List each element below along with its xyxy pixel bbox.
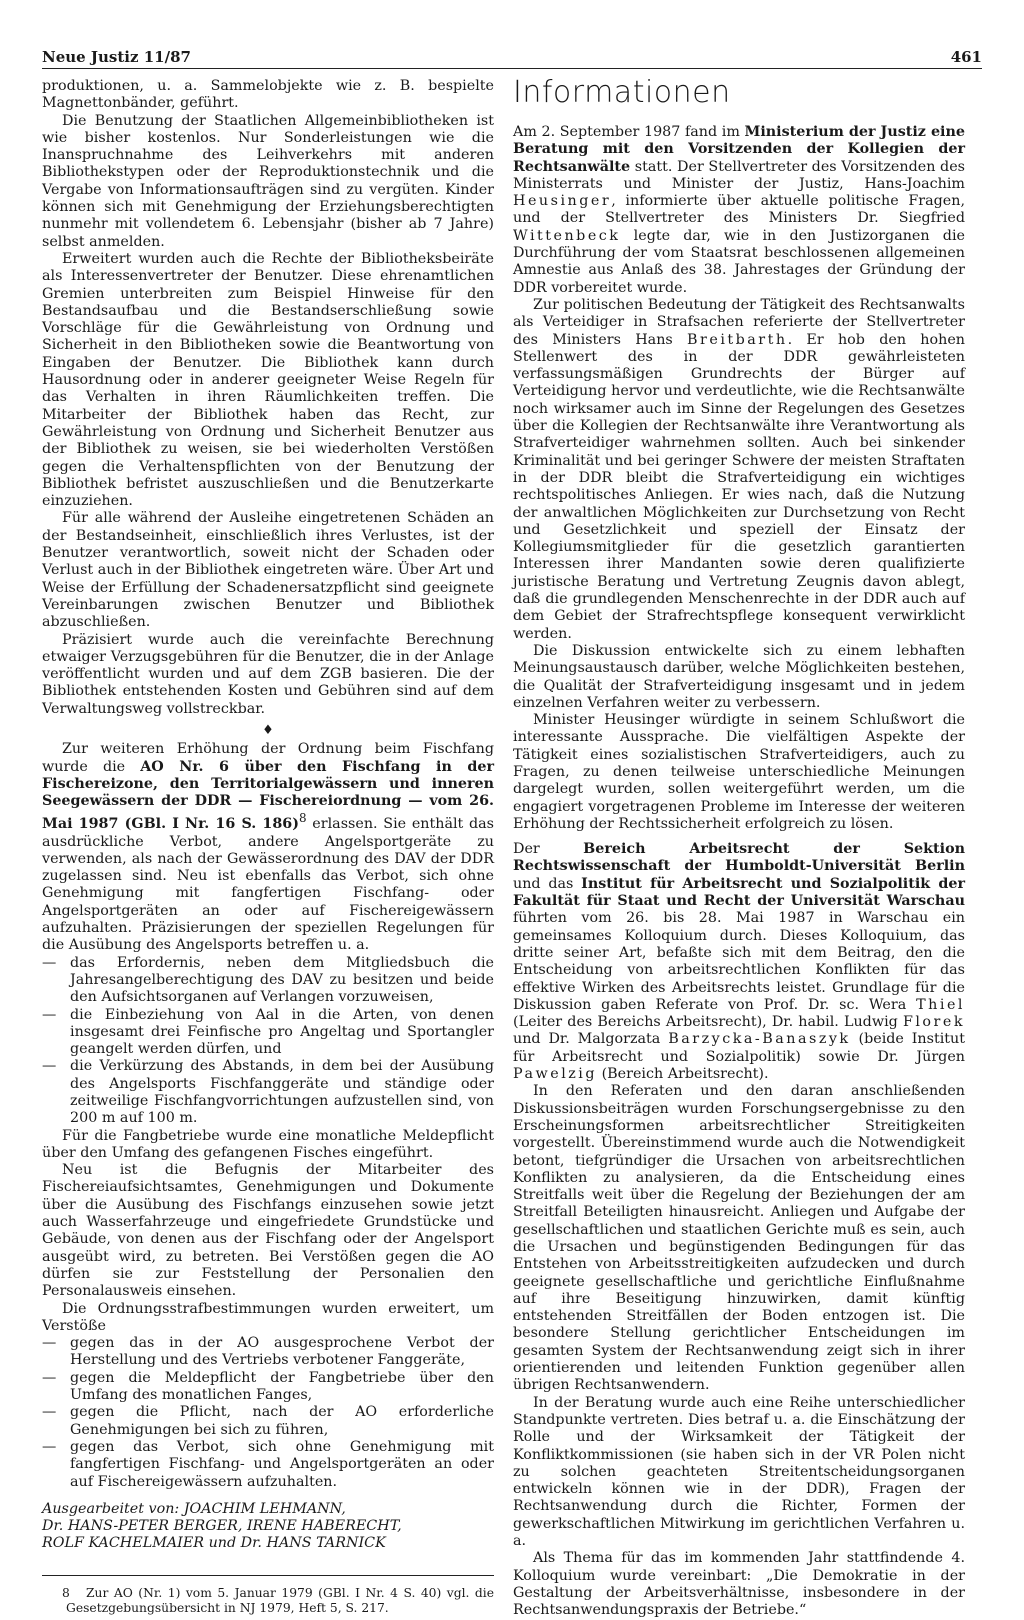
regulation-title: AO Nr. 6 über den Fischfang in der Fischereizone, den Territorialgewässern und inneren Seegewässern der DDR — Fischereiordnung — vom 26. Mai 1987 (GBl. I Nr. 16 S. 186): [42, 758, 494, 833]
text-run: Zur politischen Bedeutung der Tätigkeit des Rechtsanwalts als Verteidiger in Strafsachen referierte der Stellvertreter des Ministers Hans: [513, 296, 965, 348]
footnote-ref: 8: [299, 811, 307, 826]
person-name: Wittenbeck: [513, 227, 621, 244]
regulation-list: [42, 955, 494, 1128]
bold-run: Bereich Arbeitsrecht der Sektion Rechtswissenschaft der Humboldt-Universität Berlin: [513, 841, 965, 875]
paragraph: Als Thema für das im kommenden Jahr stattfindende 4. Kolloquium wurde vereinbart: „Die Demokratie in der Gestaltung der Arbeitsverhältnisse, insbesondere in der Rechtsanwendungspraxis der Betriebe.“: [513, 1550, 965, 1619]
text-run: (Leiter des Bereichs Arbeitsrecht), Dr. habil. Ludwig: [513, 1014, 903, 1031]
text-run: . Er hob den hohen Stellenwert des in der DDR gewährleisteten verfassungsmäßigen Grundrechts der Bürger auf Verteidigung hervor und verdeutlichte, wie die Rechtsanwälte noch wirksamer auch im Sinne der Regelungen des Gesetzes über die Kollegien der Rechtsanwälte ihre Verantwortung als Strafverteidiger wahrnehmen sollten. Auch bei sinkender Kriminalität und bei geringer Schwere der meisten Straftaten in der DDR bleibt die Strafverteidigung ein wichtiges rechtspolitisches Anliegen. Er wies nach, daß die Nutzung der anwaltlichen Möglichkeiten zur Durchsetzung von Recht und Gesetzlichkeit und speziell der Einsatz der Kollegiumsmitglieder für die gesetzlich garantierten Interessen ihrer Mandanten sowie deren qualifizierte juristische Beratung und Vertretung Zeugnis davon ablegt, daß die grundlegenden Menschenrechte in der DDR auch auf dem Gebiet der Strafrechtspflege konsequent verwirklicht werden.: [513, 331, 965, 642]
paragraph: Für die Fangbetriebe wurde eine monatliche Meldepflicht über den Umfang des gefangenen Fisches eingeführt.: [42, 1127, 494, 1161]
author-line: ROLF KACHELMAIER und Dr. HANS TARNICK: [42, 1535, 386, 1552]
list-item: — die Einbeziehung von Aal in die Arten, von denen insgesamt drei Feinfische pro Angeltag und Sportangler geangelt werden dürfen, und: [42, 1007, 494, 1059]
list-item: — gegen die Meldepflicht der Fangbetriebe über den Umfang des monatlichen Fanges,: [42, 1370, 494, 1405]
list-item: — gegen die Pflicht, nach der AO erforderliche Genehmigungen bei sich zu führen,: [42, 1404, 494, 1439]
authors: [42, 1501, 494, 1553]
text-run: Am 2. September 1987 fand im: [513, 124, 745, 140]
author-line: Dr. HANS-PETER BERGER, IRENE HABERECHT,: [42, 1518, 402, 1535]
paragraph: In der Beratung wurde auch eine Reihe unterschiedlicher Standpunkte vertreten. Dies betraf u. a. die Einschätzung der Rolle und der Wirksamkeit der Tätigkeit der Konfliktkommissionen (sie haben sich in der VR Polen nicht zu solchen geachteten Streitentscheidungsorganen entwickeln können wie in der DDR), Fragen der Rechtsanwendung durch die Richter, Formen der gewerkschaftlichen Mitwirkung im gerichtlichen Verfahren u. a.: [513, 1394, 965, 1550]
text-run: statt. Der Stellvertreter des Vorsitzenden des Ministerrats und Minister der Justiz, Hans-Joachim: [513, 158, 965, 192]
right-column: [513, 76, 965, 1620]
footnote: [42, 1586, 494, 1616]
text-run: (Bereich Arbeitsrecht).: [597, 1066, 769, 1083]
person-name: Breitbarth: [687, 331, 788, 348]
paragraph: [513, 297, 965, 643]
text-run: und das: [513, 875, 582, 892]
section-separator: ♦: [262, 722, 274, 738]
footnote-text: Zur AO (Nr. 1) vom 5. Januar 1979 (GBl. I Nr. 4 S. 40) vgl. die Gesetzgebungsübersicht in NJ 1979, Heft 5, S. 217.: [66, 1585, 494, 1615]
text-run: und Dr. Malgorzata: [513, 1031, 669, 1048]
paragraph: Die Benutzung der Staatlichen Allgemeinbibliotheken ist wie bisher kostenlos. Nur Sonderleistungen wie die Inanspruchnahme des Leihverkehrs mit anderen Bibliothekstypen oder der Reproduktionstechnik und die Vergabe von Informationsaufträgen sind zu vergüten. Kinder können sich mit Genehmigung der Erziehungsberechtigten nunmehr mit vollendetem 6. Lebensjahr (bisher ab 7 Jahre) selbst anmelden.: [42, 112, 494, 250]
text-run: erlassen. Sie enthält das ausdrückliche Verbot, andere Angelsportgeräte zu verwenden, als nach der Gewässerordnung des DAV der DDR zugelassen sind. Neu ist ebenfalls das Verbot, sich ohne Genehmigung mit fangfertigen Fischfang- oder Angelsportgeräten an oder auf Fischereigewässern aufzuhalten. Präzisierungen der speziellen Regelungen für die Ausübung des Angelsports betreffen u. a.: [42, 816, 495, 954]
paragraph: Für alle während der Ausleihe eingetretenen Schäden an der Bestandseinheit, einschließlich ihres Verlustes, ist der Benutzer verantwortlich, soweit nicht der Schaden oder Verlust auch in der Bibliothek eingetreten wäre. Über Art und Weise der Erfüllung der Schadenersatzpflicht sind geeignete Vereinbarungen zwischen Benutzer und Bibliothek abzuschließen.: [42, 510, 494, 631]
text-run: (beide Institut für Arbeitsrecht und Sozialpolitik) sowie Dr. Jürgen: [513, 1031, 965, 1065]
text-run: Der: [513, 841, 584, 858]
list-item: — gegen das in der AO ausgesprochene Verbot der Herstellung und des Vertriebs verbotener Fanggeräte,: [42, 1335, 494, 1370]
paragraph: Die Diskussion entwickelte sich zu einem lebhaften Meinungsaustausch darüber, welche Möglichkeiten bestehen, die Qualität der Strafverteidigung insgesamt und in jedem einzelnen Verfahren weiter zu verbessern.: [513, 642, 965, 711]
paragraph-fischerei: [42, 741, 494, 954]
list-item: — die Verkürzung des Abstands, in dem bei der Ausübung des Angelsports Fischfanggeräte und ständige oder zeitweilige Fischfangvorrichtungen aufzustellen sind, von 200 m auf 100 m.: [42, 1058, 494, 1127]
paragraph: Die Ordnungsstrafbestimmungen wurden erweitert, um Verstöße: [42, 1300, 494, 1334]
section-title: Informationen: [513, 75, 731, 110]
text-run: führten vom 26. bis 28. Mai 1987 in Warschau ein gemeinsames Kolloquium durch. Dieses Kolloquium, das dritte seiner Art, befaßte sich mit dem Beitrag, den die Entscheidung von arbeitsrechtlichen Konflikten für das effektive Wirken des Arbeitsrechts leistet. Grundlage für die Diskussion gaben Referate von Prof. Dr. sc. Wera: [513, 910, 965, 1013]
bold-run: Ministerium der Justiz eine Beratung mit den Vorsitzenden der Kollegien der Rechtsanwälte: [513, 124, 965, 175]
journal-issue: Neue Justiz 11/87: [42, 48, 191, 66]
footnote-rule: [42, 1575, 494, 1576]
paragraph-ministerium: [513, 124, 965, 297]
paragraph: Präzisiert wurde auch die vereinfachte Berechnung etwaiger Verzugsgebühren für die Benutzer, die in der Anlage veröffentlicht wurden und auf dem ZGB basieren. Die der Bibliothek entstehenden Kosten und Gebühren sind auf dem Verwaltungsweg vollstreckbar.: [42, 631, 494, 717]
paragraph: Erweitert wurden auch die Rechte der Bibliotheksbeiräte als Interessenvertreter der Benutzer. Diese ehrenamtlichen Gremien unterbreiten zum Beispiel Hinweise für den Bestandsaufbau und die Bestandserschließung sowie Vorschläge für die Gewährleistung von Ordnung und Sicherheit in den Bibliotheken sowie die Beantwortung von Eingaben der Benutzer. Die Bibliothek kann durch Hausordnung oder in anderer geeigneter Weise Regeln für das Verhalten in ihren Räumlichkeiten treffen. Die Mitarbeiter der Bibliothek haben das Recht, zur Gewährleistung von Ordnung und Sicherheit Benutzer aus der Bibliothek zu weisen, sie bei wiederholten Verstößen gegen die Verhaltenspflichten von der Benutzung der Bibliothek befristet auszuschließen und die Benutzerkarte einzuziehen.: [42, 250, 494, 510]
person-name: Heusinger: [513, 193, 612, 210]
footnote-number: 8: [62, 1585, 70, 1600]
paragraph: Minister Heusinger würdigte in seinem Schlußwort die interessante Aussprache. Die vielfältigen Aspekte der Tätigkeit eines sozialistischen Strafverteidigers, auch zu Fragen, zu denen teilweise unterschiedliche Meinungen dargelegt wurden, sollen weitergeführt werden, um die engagiert vorgetragenen Probleme im Interesse der weiteren Erhöhung der Rechtssicherheit erfolgreich zu lösen.: [513, 712, 965, 832]
text-run: , informierte über aktuelle politische Fragen, und der Stellvertreter des Ministers Dr. Siegfried: [513, 193, 965, 227]
author-line: Ausgearbeitet von: JOACHIM LEHMANN,: [42, 1500, 346, 1517]
list-item: — gegen das Verbot, sich ohne Genehmigung mit fangfertigen Fischfang- und Angelsportgeräten an oder auf Fischereigewässern aufzuhalten.: [42, 1439, 494, 1491]
paragraph: Neu ist die Befugnis der Mitarbeiter des Fischereiaufsichtsamtes, Genehmigungen und Dokumente über die Ausübung des Fischfangs einzusehen sowie jetzt auch Wasserfahrzeuge und eingefriedete Grundstücke und Gebäude, von denen aus der Fischfang oder der Angelsport ausgeübt wird, zu betreten. Bei Verstößen gegen die AO dürfen sie zur Feststellung der Personalien den Personalausweis einsehen.: [42, 1162, 494, 1300]
person-name: Pawelzig: [513, 1066, 598, 1083]
violations-list: [42, 1335, 494, 1491]
page-number: 461: [950, 48, 982, 66]
bold-run: Institut für Arbeitsrecht und Sozialpolitik der Fakultät für Staat und Recht der Universität Warschau: [513, 875, 965, 910]
text-run: legte dar, wie in den Justizorganen die Durchführung der vom Staatsrat beschlossenen allgemeinen Amnestie aus Anlaß des 38. Jahrestages der Gründung der DDR vorbereitet wurde.: [513, 227, 965, 296]
person-name: Thiel: [916, 996, 965, 1013]
list-item: — das Erfordernis, neben dem Mitgliedsbuch die Jahresangelberechtigung des DAV zu besitzen und beide den Aufsichtsorganen auf Verlangen vorzuweisen,: [42, 955, 494, 1007]
person-name: Florek: [902, 1014, 965, 1031]
person-name: Barzycka-Banaszyk: [668, 1031, 851, 1048]
left-column: [42, 78, 494, 1616]
paragraph: produktionen, u. a. Sammelobjekte wie z. B. bespielte Magnettonbänder, geführt.: [42, 78, 494, 112]
page-header: [42, 42, 982, 69]
paragraph-kolloquium: [513, 841, 965, 1083]
text-run: Zur weiteren Erhöhung der Ordnung beim Fischfang wurde die: [42, 741, 494, 775]
paragraph: In den Referaten und den daran anschließenden Diskussionsbeiträgen wurden Forschungsergebnisse zu den Erscheinungsformen arbeitsrechtlicher Streitigkeiten vorgestellt. Übereinstimmend wurde auch die Notwendigkeit betont, tiefgründiger die Ursachen von arbeitsrechtlichen Konflikten zu analysieren, da die Entscheidung eines Streitfalls weit über die Regelung der Beziehungen der am Streitfall Beteiligten hinausreicht. Anliegen und Aufgabe der gesellschaftlichen und staatlichen Gerichte muß es sein, auch die Ursachen und begünstigenden Bedingungen für das Entstehen von Arbeitsstreitigkeiten aufzudecken und durch geeignete gesellschaftliche und gerichtliche Einflußnahme auf ihre Beseitigung hinzuwirken, damit künftig entstehenden Streitfällen der Boden entzogen ist. Die besondere Stellung gerichtlicher Entscheidungen im gesamten System der Rechtsanwendung zeigt sich in ihrer orientierenden und leitenden Funktion gegenüber allen übrigen Rechtsanwendern.: [513, 1083, 965, 1394]
